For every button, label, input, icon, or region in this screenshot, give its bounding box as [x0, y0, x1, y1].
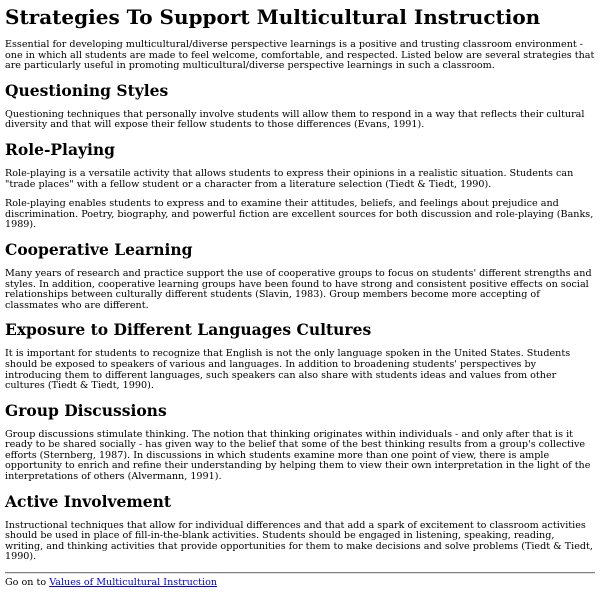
section-questioning-styles: [5, 81, 595, 131]
section-exposure-languages: [5, 320, 595, 391]
section-paragraph: Instructional techniques that allow for individual differences and that add a spark of excitement to classroom activities should be used in place of fill-in-the-blank activities. Students should be engaged in listening, speaking, reading, writing, and thinking activities that provide opportunities for them to make decisions and solve problems (Tiedt & Tiedt, 1990).: [5, 519, 593, 563]
section-paragraph: It is important for students to recognize that English is not the only language spoken in the United States. Students should be exposed to speakers of various and languages. In addition to broadening students' perspectives by introducing them to different languages, such speakers can also share with students ideas and values from other cultures (Tiedt & Tiedt, 1990).: [5, 348, 571, 392]
section-heading: Group Discussions: [5, 400, 167, 420]
section-role-playing: [5, 140, 595, 231]
section-paragraph: Questioning techniques that personally involve students will allow them to respond in a way that reflects their cultural diversity and that will expose their fellow students to those differences (Evans, 1991).: [5, 108, 585, 131]
section-cooperative-learning: [5, 240, 595, 311]
section-paragraph: Many years of research and practice support the use of cooperative groups to focus on students' different strengths and styles. In addition, cooperative learning groups have been found to have strong and consistent positive effects on social relationships between culturally different students (Slavin, 1983). Group members become more accepting of classmates who are different.: [5, 267, 592, 311]
section-heading: Cooperative Learning: [5, 239, 193, 259]
section-paragraph: Group discussions stimulate thinking. The notion that thinking originates within individuals - and only after that is it ready to be shared socially - has given way to the belief that some of the best thinking results from a group's collective efforts (Sternberg, 1987). In discussions in which students examine more than one point of view, there is ample opportunity to enrich and refine their understanding by helping them to view their own interpretation in the light of the interpretations of others (Alvermann, 1991).: [5, 428, 591, 483]
section-group-discussions: [5, 401, 595, 483]
section-heading: Exposure to Different Languages Cultures: [5, 320, 372, 340]
section-heading: Role-Playing: [5, 139, 115, 159]
footer-divider: [5, 572, 595, 574]
page-title: Strategies To Support Multicultural Instruction: [5, 5, 541, 29]
section-paragraph: Role-playing enables students to express and to examine their attitudes, beliefs, and feelings about prejudice and discrimination. Poetry, biography, and powerful fiction are excellent sources for both discussion and role-playing (Banks, 1989).: [5, 198, 594, 231]
next-page-link[interactable]: Values of Multicultural Instruction: [49, 577, 218, 589]
intro-paragraph: Essential for developing multicultural/diverse perspective learnings is a positive and trusting classroom environment - one in which all students are made to feel welcome, comfortable, and respected. Listed below are several strategies that are particularly useful in promoting multicultural/diverse perspective learnings in such a classroom.: [5, 39, 595, 72]
footer-nav: [5, 577, 595, 588]
section-heading: Active Involvement: [5, 491, 172, 511]
section-paragraph: Role-playing is a versatile activity that allows students to express their opinions in a realistic situation. Students can "trade places" with a fellow student or a character from a literature selection (Tiedt & Tiedt, 1990).: [5, 167, 574, 190]
footer-prefix-text: Go on to: [5, 577, 50, 589]
section-heading: Questioning Styles: [5, 80, 169, 100]
section-active-involvement: [5, 492, 595, 563]
